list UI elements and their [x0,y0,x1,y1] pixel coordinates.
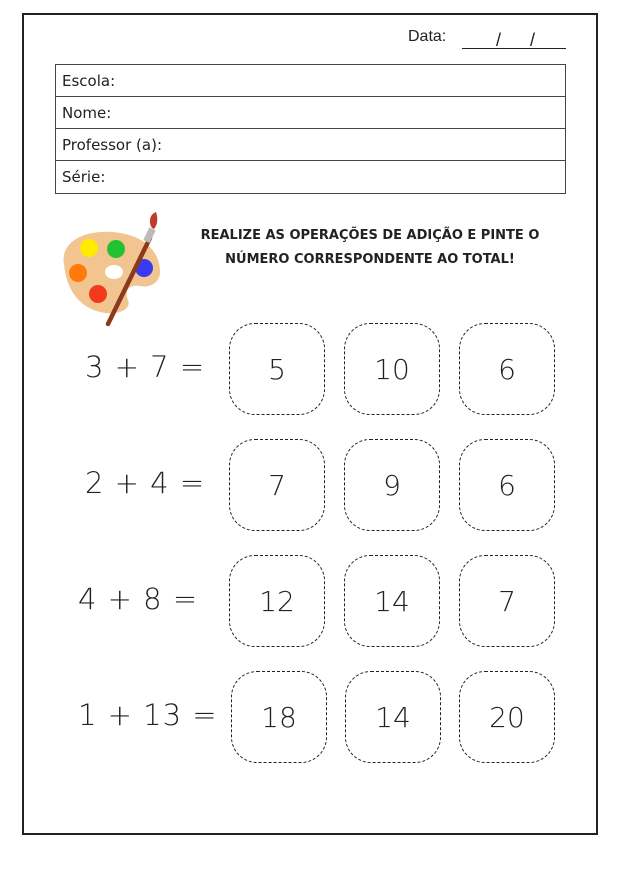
answer-option-3-1[interactable]: 12 [229,555,325,647]
answer-option-3-2[interactable]: 14 [344,555,440,647]
name-field[interactable] [56,97,565,129]
name-label: Nome: [62,103,112,122]
answer-option-2-1[interactable]: 7 [229,439,325,531]
date-field [408,28,458,46]
date-underline[interactable] [462,48,566,49]
equation-3: 4 + 8 = [78,582,199,616]
answer-option-3-3[interactable]: 7 [459,555,555,647]
instruction-line-1: REALIZE AS OPERAÇÕES DE ADIÇÃO E PINTE O [200,228,540,243]
equation-4: 1 + 13 = [78,698,218,732]
instruction-text [190,224,550,272]
paint-palette-icon [56,212,166,327]
grade-label: Série: [62,168,106,186]
grade-field[interactable] [56,161,565,193]
student-info-table [55,64,566,194]
answer-option-2-2[interactable]: 9 [344,439,440,531]
answer-option-4-1[interactable]: 18 [231,671,327,763]
equation-2: 2 + 4 = [85,466,206,500]
answer-option-1-2[interactable]: 10 [344,323,440,415]
answer-option-2-3[interactable]: 6 [459,439,555,531]
date-separator-2: / [530,30,536,50]
answer-option-4-2[interactable]: 14 [345,671,441,763]
teacher-field[interactable] [56,129,565,161]
date-label: Data: [408,28,447,45]
school-field[interactable] [56,65,565,97]
equation-1: 3 + 7 = [85,350,206,384]
answer-option-1-1[interactable]: 5 [229,323,325,415]
instruction-line-2: NÚMERO CORRESPONDENTE AO TOTAL! [225,252,515,267]
teacher-label: Professor (a): [62,135,162,154]
answer-option-4-3[interactable]: 20 [459,671,555,763]
school-label: Escola: [62,71,116,90]
date-separator-1: / [496,30,502,50]
answer-option-1-3[interactable]: 6 [459,323,555,415]
